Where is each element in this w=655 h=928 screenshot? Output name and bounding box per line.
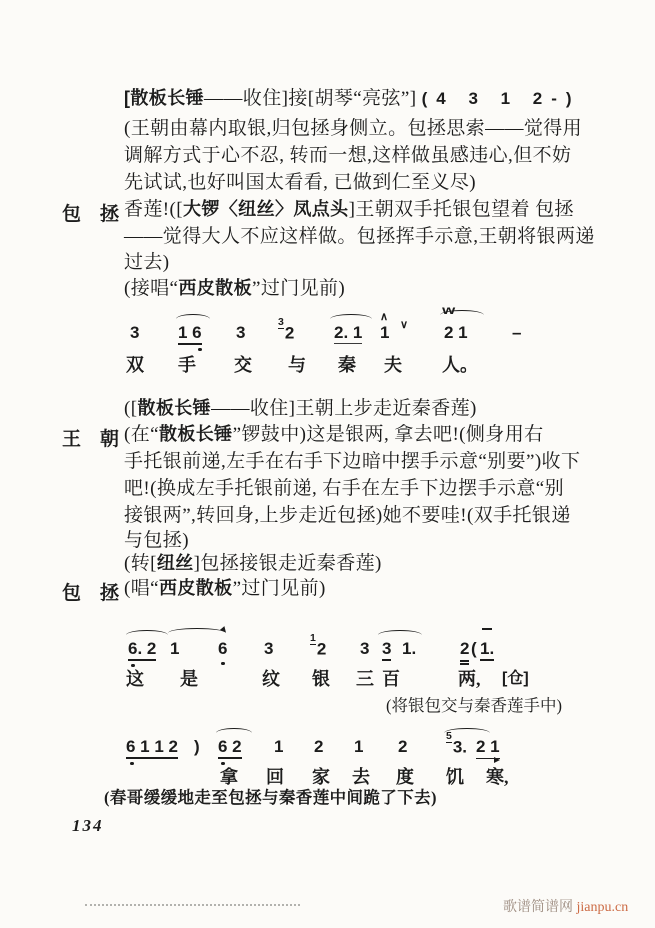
dialog-line: 手托银前递,左手在右手下边暗中摆手示意“别要”)收下 <box>124 451 581 472</box>
jianpu-note: 2 <box>314 737 324 756</box>
cue-text: ([ <box>124 398 138 419</box>
octave-dot <box>198 348 202 352</box>
note-digits: 6 2 <box>218 737 242 756</box>
note-digits: 6. 2 <box>128 639 157 658</box>
octave-dot <box>131 664 135 668</box>
breath-mark: ∨ <box>400 319 409 331</box>
dialog-text: (转[ <box>124 553 157 574</box>
jianpu-note-beamed <box>218 738 242 759</box>
note-digits: 3. <box>452 737 468 757</box>
page-number: 134 <box>72 816 104 835</box>
lyric-char: 秦 <box>338 355 356 375</box>
lyric-char: 交 <box>234 355 252 375</box>
accompaniment-paren: ) <box>194 737 200 756</box>
percussion-syllable: [仓] <box>502 670 529 687</box>
dialog-line: 与包拯) <box>124 530 189 551</box>
jianpu-note: 2 1 <box>444 323 468 342</box>
lyric-char: 百 <box>382 669 400 689</box>
dialog-text: ”过门见前) <box>251 278 346 299</box>
dialog-line <box>124 553 382 576</box>
dialog-line: ——觉得大人不应这样做。包拯挥手示意,王朝将银两递 <box>124 226 595 247</box>
dialog-text: (在“ <box>124 424 159 445</box>
jianpu-note: 3 <box>130 323 140 342</box>
jianpu-note: 3 <box>360 639 370 658</box>
octave-dot <box>221 662 225 666</box>
stage-direction-inline: (将银包交与秦香莲手中) <box>386 696 562 715</box>
jianpu-note-beamed: 2 <box>460 639 469 662</box>
octave-line <box>482 628 492 630</box>
lyric-char: 与 <box>288 355 306 375</box>
gong-pattern-name: 纽丝 <box>156 553 194 573</box>
jianpu-note: 2 <box>398 737 408 756</box>
octave-dot <box>130 762 134 766</box>
octave-dot <box>221 762 225 766</box>
jianpu-line-2 <box>124 632 604 718</box>
watermark <box>503 896 628 916</box>
jianpu-note: 1. <box>402 639 417 658</box>
jianpu-note-beamed: 3 <box>382 640 391 661</box>
dialog-text: ]包拯接银走近秦香莲) <box>193 553 382 574</box>
lyric-char: 是 <box>180 669 198 689</box>
percussion-cue-line <box>124 88 581 111</box>
dialog-line <box>124 199 574 222</box>
dialog-text: (接唱“ <box>124 278 179 299</box>
lyric-char: 人。 <box>442 355 478 375</box>
dialog-line: 过去) <box>124 252 170 273</box>
lyric-char: 手 <box>178 355 196 375</box>
percussion-pattern-name: 散板长锤 <box>158 424 233 444</box>
note-digits: 2 <box>284 323 295 343</box>
lyric-char: 拿 <box>220 767 238 787</box>
jianpu-note-beamed <box>126 738 178 759</box>
stage-direction-line: (王朝由幕内取银,归包拯身侧立。包拯思索——觉得用 <box>124 118 583 139</box>
jianpu-note: 1 <box>170 639 180 658</box>
watermark-url: jianpu.cn <box>576 900 629 915</box>
stage-direction-line: (春哥缓缓地走至包拯与秦香莲中间跪了下去) <box>104 788 437 807</box>
grace-note: 3 <box>278 316 284 328</box>
jianpu-note-glide: 2 1 <box>476 737 500 759</box>
jianpu-note-beamed <box>128 640 156 661</box>
lyric-char: 度 <box>396 767 414 787</box>
dialog-text: (唱“ <box>124 578 159 599</box>
lyric-char: 饥 <box>446 767 464 787</box>
percussion-pattern-name: 散板长锤 <box>137 398 212 418</box>
lyric-char: 寒, <box>486 767 509 787</box>
cue-text: ——收住]接[胡琴“亮弦”] <box>204 88 422 109</box>
lyric-char: 双 <box>126 355 144 375</box>
accent-mark: ∧ <box>380 311 389 323</box>
jianpu-line-3 <box>124 730 604 790</box>
jianpu-note: 3 <box>236 323 246 342</box>
accompaniment-paren: ( <box>471 639 477 658</box>
note-digits: 2 <box>316 639 327 659</box>
lyric-char: 家 <box>312 767 330 787</box>
dialog-text: 香莲!([ <box>124 199 183 220</box>
dialog-line <box>124 278 345 301</box>
jianpu-note <box>218 640 227 657</box>
lyric-char: 三 <box>356 669 374 689</box>
lyric-char: 去 <box>352 767 370 787</box>
stage-direction-line: 调解方式于心不忍, 转而一想,这样做虽感违心,但不妨 <box>124 145 572 166</box>
grace-note: 5 <box>446 730 452 742</box>
jianpu-note: 1 <box>354 737 364 756</box>
jianpu-note-beamed: 2. 1 <box>334 323 363 342</box>
aria-style-name: 西皮散板 <box>178 278 252 298</box>
note-digits: 6 1 1 2 <box>126 737 178 756</box>
dialog-text: ]王朝双手托银包望着 包拯 <box>348 199 574 220</box>
dialog-text: ”锣鼓中)这是银两, 拿去吧!(侧身用右 <box>232 424 544 445</box>
watermark-site-name: 歌谱简谱网 <box>503 900 577 915</box>
dialog-line: 接银两”,转回身,上步走近包拯)她不要哇!(双手托银递 <box>124 505 571 526</box>
gong-pattern-name: 大锣〈纽丝〉凤点头 <box>182 199 349 219</box>
lyric-char: 这 <box>126 669 144 689</box>
speaker-name-baozheng: 包 拯 <box>62 204 120 225</box>
dialog-text: ”过门见前) <box>232 578 326 599</box>
dialog-line <box>124 424 544 447</box>
duration-dash: – <box>512 323 522 342</box>
note-digits: 6 <box>218 639 228 658</box>
lyric-char: 夫 <box>384 355 402 375</box>
grace-note: 1 <box>310 632 316 644</box>
portamento-slur <box>168 628 226 638</box>
jianpu-note: 3 <box>264 639 274 658</box>
speaker-name-wangchao: 王 朝 <box>62 429 120 450</box>
aria-style-name: 西皮散板 <box>158 578 233 598</box>
jianpu-note-grace <box>446 730 468 757</box>
percussion-pattern-name: [散板长锤 <box>124 88 204 108</box>
lyric-char: 两, <box>458 669 481 689</box>
jianpu-note-beamed: 1. <box>480 640 494 661</box>
jianpu-line-1 <box>124 303 604 378</box>
dialog-line <box>124 578 326 601</box>
percussion-cue-line <box>124 398 477 421</box>
trill-mark: w <box>442 303 456 317</box>
lyric-char: 银 <box>312 669 330 689</box>
lyric-char: 回 <box>266 767 284 787</box>
dialog-line: 吧!(换成左手托银前递, 右手在左手下边摆手示意“别 <box>124 478 564 499</box>
speaker-name-baozheng: 包 拯 <box>62 583 120 604</box>
tuning-notes: (4 3 1 2-) <box>421 89 581 108</box>
lyric-char: 纹 <box>262 669 280 689</box>
jianpu-note-grace <box>310 632 327 659</box>
stage-direction-line: 先试试,也好叫国太看看, 已做到仁至义尽) <box>124 172 476 193</box>
scan-artifact-line <box>85 904 300 906</box>
jianpu-note: 1 <box>274 737 284 756</box>
jianpu-note-beamed <box>178 324 202 345</box>
note-digits: 1 6 <box>178 323 202 342</box>
jianpu-note-grace <box>278 316 295 343</box>
cue-text: ——收住]王朝上步走近秦香莲) <box>211 398 477 419</box>
jianpu-note: 1 <box>380 323 390 342</box>
